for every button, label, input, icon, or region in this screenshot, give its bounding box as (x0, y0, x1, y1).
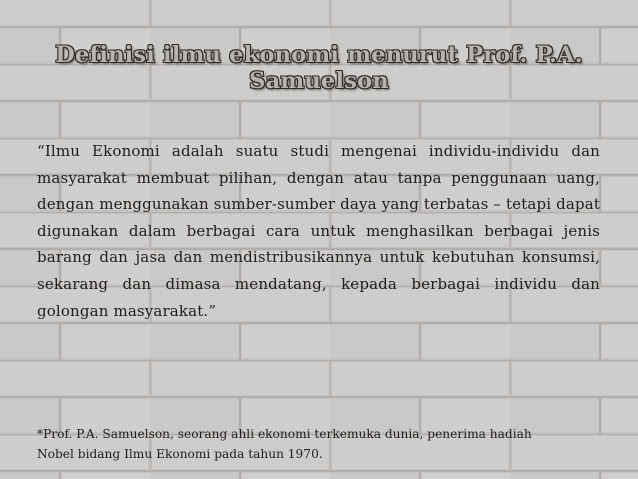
slide-title: Definisi ilmu ekonomi menurut Prof. P.A. Samuelson (55, 42, 583, 94)
footnote-line-2: Nobel bidang Ilmu Ekonomi pada tahun 1970. (37, 447, 323, 461)
definition-quote: “Ilmu Ekonomi adalah suatu studi mengenai individu-individu dan masyarakat membuat pilihan, dengan atau tanpa penggunaan uang, dengan menggunakan sumber-sumber daya yang terbatas – tetapi dapat digunakan dalam berbagai cara untuk menghasilkan berbagai jenis barang dan jasa dan mendistribusikannya untuk kebutuhan konsumsi, sekarang dan dimasa mendatang, kepada berbagai individu dan golongan masyarakat.” (37, 142, 600, 320)
footnote-line-1: *Prof. P.A. Samuelson, seorang ahli ekonomi terkemuka dunia, penerima hadiah (37, 427, 532, 441)
footnote (37, 424, 607, 464)
